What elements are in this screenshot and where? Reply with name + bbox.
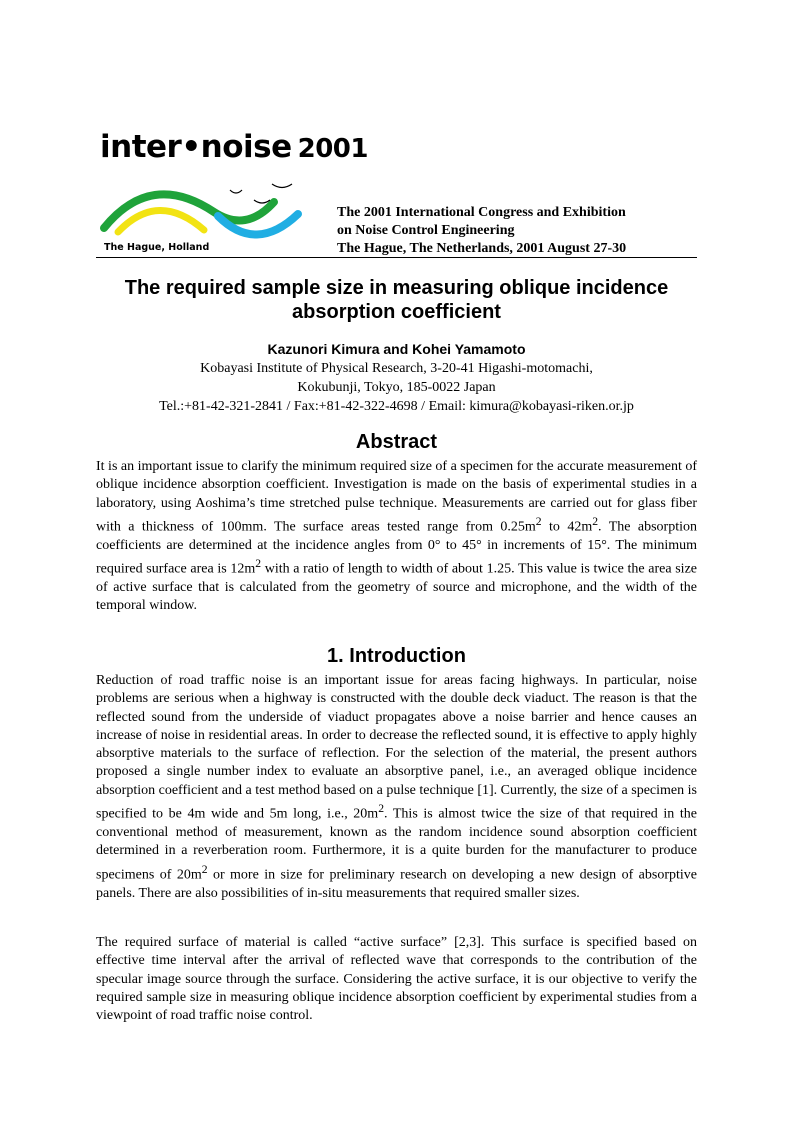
text-run: It is an important issue to clarify the minimum required size of a specimen for the accurate measurement of oblique incidence absorption coefficient. Investigation is made on the basis of experimental studies in a laboratory, using Aoshima’s time stretched pulse technique. Measurements are carried out for glass fiber with a thickness of 100mm. The surface areas tested range from 0.25m bbox=[96, 459, 698, 535]
conference-line: on Noise Control Engineering bbox=[337, 223, 515, 238]
text-run: . The absorption coefficients are determined at the incidence angles from 0° to 45° in increments of 15°. The minimum required surface area is 12m bbox=[96, 519, 697, 577]
header-rule bbox=[96, 257, 697, 258]
superscript: 2 bbox=[378, 802, 385, 816]
introduction-heading: 1. Introduction bbox=[327, 645, 466, 667]
introduction-paragraph-2: The required surface of material is called “active surface” [2,3]. This surface is specified based on effective time interval after the arrival of reflected wave that corresponds to the contribution of the specular image source through the surface. Considering the active surface, it is our objective to verify the required sample size in measuring oblique incidence absorption coefficient by experimental studies from a viewpoint of road traffic noise control. bbox=[96, 935, 697, 1024]
text-run: or more in size for preliminary research on developing a new design of absorptive panels. There are also possibilities of in-situ measurements that required smaller sizes. bbox=[96, 867, 697, 901]
superscript: 2 bbox=[255, 557, 262, 571]
conference-logo bbox=[96, 129, 368, 260]
introduction-paragraph-1 bbox=[96, 672, 697, 903]
conference-line: The 2001 International Congress and Exhibition bbox=[337, 205, 626, 220]
logo-year: 2001 bbox=[297, 134, 368, 164]
paper-authors: Kazunori Kimura and Kohei Yamamoto bbox=[267, 341, 526, 357]
superscript: 2 bbox=[592, 514, 599, 528]
superscript: 2 bbox=[201, 862, 208, 876]
text-run: to 42m bbox=[541, 519, 593, 535]
abstract-heading: Abstract bbox=[355, 431, 438, 453]
conference-line: The Hague, The Netherlands, 2001 August 27-30 bbox=[337, 241, 627, 256]
conference-info bbox=[337, 204, 697, 258]
logo-wordmark bbox=[100, 129, 368, 165]
text-run: Reduction of road traffic noise is an important issue for areas facing highways. In particular, noise problems are serious when a highway is constructed with the double deck viaduct. The reason is that the reflected sound from the underside of viaduct propagates above a noise barrier and hence causes an increase of noise in residential areas. In order to decrease the reflected sound, it is effective to apply highly absorptive materials to the surface of reflection. For the selection of the material, the present authors proposed a single number index to evaluate an absorptive panel, i.e., an averaged oblique incidence absorption coefficient and a test method based on a pulse technique [1]. Currently, the size of a specimen is specified to be 4m wide and 5m long, i.e., 20m bbox=[96, 673, 697, 822]
logo-waves-icon bbox=[96, 178, 326, 248]
abstract-text bbox=[96, 458, 697, 616]
superscript: 2 bbox=[535, 514, 542, 528]
affiliation-line: Kokubunji, Tokyo, 185-0022 Japan bbox=[297, 380, 496, 395]
paper-affiliation bbox=[96, 359, 697, 416]
paper-title: The required sample size in measuring oblique incidence absorption coefficient bbox=[124, 277, 669, 323]
affiliation-line: Kobayasi Institute of Physical Research, 3-20-41 Higashi-motomachi, bbox=[200, 361, 593, 376]
logo-place: The Hague, Holland bbox=[104, 242, 210, 253]
logo-text: inter•noise bbox=[100, 129, 292, 165]
affiliation-contact: Tel.:+81-42-321-2841 / Fax:+81-42-322-4698 / Email: kimura@kobayasi-riken.or.jp bbox=[159, 399, 634, 414]
text-run: with a ratio of length to width of about 1.25. This value is twice the area size of active surface that is calculated from the geometry of source and microphone, and the width of the temporal window. bbox=[96, 561, 697, 614]
text-run: . This is almost twice the size of that required in the conventional method of measurement, known as the random incidence sound absorption coefficient determined in a reverberation room. Furthermore, it is a quite burden for the manufacturer to produce specimens of 20m bbox=[96, 806, 697, 883]
